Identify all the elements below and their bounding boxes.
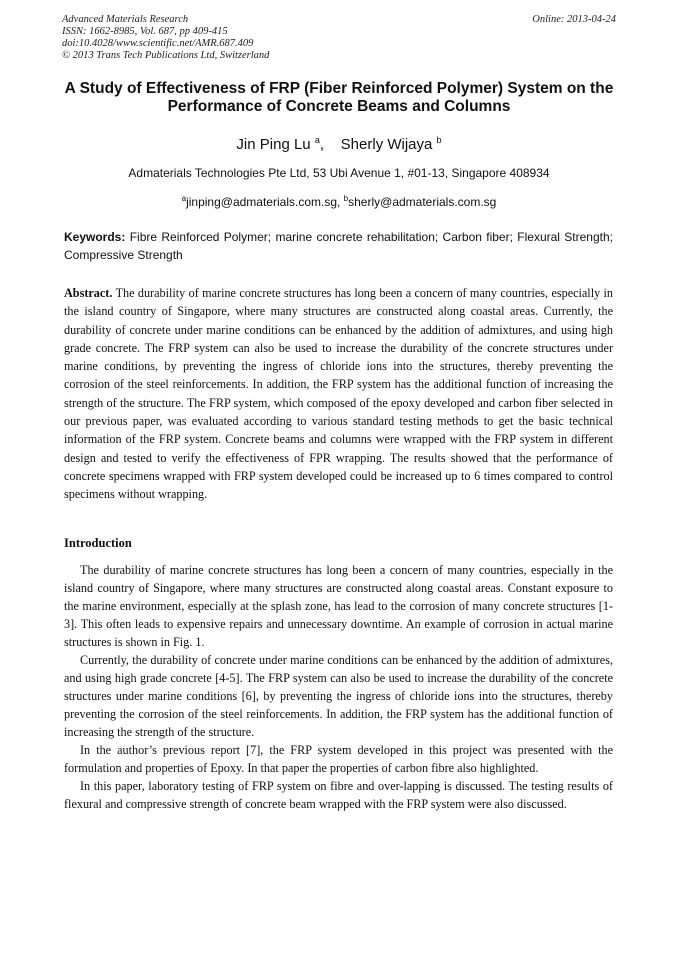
email-link[interactable]: sherly@admaterials.com.sg [348,195,497,209]
journal-header [62,14,269,62]
online-date: Online: 2013-04-24 [532,14,616,25]
keywords-text: Fibre Reinforced Polymer; marine concrete rehabilitation; Carbon fiber; Flexural Strength; Compressive Strength [64,230,613,262]
doi-line: doi:10.4028/www.scientific.net/AMR.687.409 [62,38,254,49]
abstract-text: The durability of marine concrete structures has long been a concern of many countries, especially in the island country of Singapore, where many structures are constructed along coastal areas. Currently, the durability of concrete under marine conditions can be enhanced by the addition of admixtures, and using high grade concrete. The FRP system can also be used to increase the durability of the concrete structures under marine conditions, by preventing the ingress of chloride ions into the structures, thereby preventing the corrosion of the steel reinforcements. In addition, the FRP system has the additional function of increasing the strength of the structure. The FRP system, which composed of the epoxy developed and carbon fiber selected in our previous paper, was evaluated according to various standard testing methods to get the basic technical information of the FRP system. Concrete beams and columns were wrapped with the FRP system in different design and tested to verify the effectiveness of FPR wrapping. The results showed that the performance of concrete specimens wrapped with FRP system developed could be increased up to 6 times compared to control specimens without wrapping. [64,286,614,502]
abstract-block [64,284,613,504]
journal-name: Advanced Materials Research [62,14,189,25]
keywords-label: Keywords: [64,230,126,244]
email-link[interactable]: jinping@admaterials.com.sg, [186,195,341,209]
author-separator: , [319,136,324,153]
paragraph: In this paper, laboratory testing of FRP system on fibre and over-lapping is discussed. The testing results of flexural and compressive strength of concrete beam wrapped with the FRP system were also discussed. [64,779,613,811]
keywords-block [64,228,613,264]
email-mark: b [343,194,349,203]
paragraph: The durability of marine concrete structures has long been a concern of many countries, especially in the island country of Singapore, where many structures are constructed along coastal areas. Constant exposure to the marine environment, especially at the splash zone, has lead to the corrosion of many concrete structures [1-3]. This often leads to expensive repairs and unnecessary downtime. An example of corrosion in actual marine structures is shown in Fig. 1. [64,563,613,649]
copyright-line: © 2013 Trans Tech Publications Ltd, Switzerland [62,50,270,61]
introduction-body [64,561,613,813]
issn-line: ISSN: 1662-8985, Vol. 687, pp 409-415 [62,26,228,37]
author-name: Sherly Wijaya [340,136,433,153]
email-mark: a [181,194,187,203]
section-heading-introduction: Introduction [64,536,132,550]
abstract-label: Abstract. [64,286,113,300]
author-affiliation-mark: b [436,135,442,145]
paragraph: In the author’s previous report [7], the FRP system developed in this project was presented with the formulation and properties of Epoxy. In that paper the properties of carbon fibre also highlighted. [64,743,613,775]
affiliation: Admaterials Technologies Pte Ltd, 53 Ubi Avenue 1, #01-13, Singapore 408934 [128,166,550,180]
author-emails [40,191,638,210]
author-list [40,131,638,154]
author-affiliation-mark: a [314,135,320,145]
author-name: Jin Ping Lu [236,136,311,153]
paper-title: A Study of Effectiveness of FRP (Fiber Reinforced Polymer) System on the Performance of Concrete Beams and Columns [64,80,614,115]
paragraph: Currently, the durability of concrete under marine conditions can be enhanced by the addition of admixtures, and using high grade concrete [4-5]. The FRP system can also be used to increase the durability of the concrete structures under marine conditions [6], by preventing the ingress of chloride ions into the structures, thereby preventing the corrosion of the steel reinforcements. In addition, the FRP system has the additional function of increasing the strength of the structure. [64,653,613,739]
